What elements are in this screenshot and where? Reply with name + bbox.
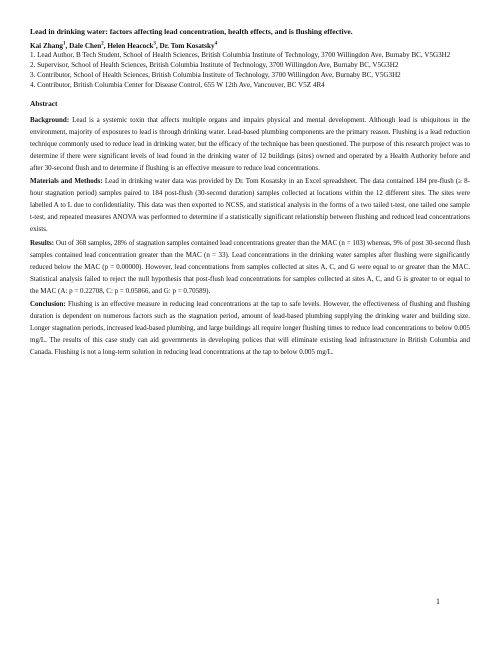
affiliation-4: 4. Contributor, British Columbia Center for Disease Control, 655 W 12th Ave, Vancouver, BC V5Z 4R4 [30,80,325,89]
author: Dr. Tom Kosatsky$^4$ [159,42,218,51]
section-label: Materials and Methods: [30,177,103,186]
author-mark: 1 [62,42,66,47]
section-text: Flushing is an effective measure in reducing lead concentrations at the tap to safe levels. However, the effectiveness of flushing and flushing duration is dependent on numerous factors such as the stagnation period, amount of lead-based plumbing supplying the drinking water and building size. Longer stagnation periods, increased lead-based plumbing, and large buildings all require longer flushing times to reduce lead concentrations to below 0.005 mg/L. The results of this case study can aid governments in developing polices that will eliminate existing lead infrastructure in British Columbia and Canada. Flushing is not a long-term solution in reducing lead concentrations at the tap to below 0.005 mg/L. [30,299,470,357]
section-text: Lead is a systemic toxin that affects multiple organs and impairs physical and mental development. Although lead is ubiquitous in the environment, majority of exposures to lead is through drinking water. Lead-based plumbing components are the primary reason. Flushing is a lead reduction technique commonly used to reduce lead in drinking water, but the efficacy of the technique has been questioned. The purpose of this research project was to determine if there were significant levels of lead found in the drinking water of 12 buildings (sites) owned and operated by a Health Authority before and after 30-second flush and to determine if flushing is an effective measure to reduce lead concentrations. [30,115,470,172]
abstract-conclusion [30,298,470,358]
paper-title: Lead in drinking water: factors affecting lead concentration, health effects, and is flushing effective. [30,27,353,36]
author-mark: 2 [101,42,104,47]
abstract-results [30,237,470,297]
abstract-heading: Abstract [30,98,58,108]
author: Kai Zhang$^1$, [30,42,70,51]
author-list [30,40,470,51]
affiliation-1: 1. Lead Author, B Tech Student, School of Health Sciences, British Columbia Institute of Technology, 3700 Willingdon Ave, Burnaby BC, V5G3H2 [30,51,451,60]
section-text: Out of 368 samples, 28% of stagnation samples contained lead concentrations greater than the MAC (n = 103) whereas, 9% of post 30-second flush samples contained lead concentration greater than the MAC (n = 33). Lead concentrations in the drinking water samples after flushing were significantly reduced below the MAC (p = 0.00000). However, lead concentrations from samples collected at sites A, C, and G were equal to or greater than the MAC. Statistical analysis failed to reject the null hypothesis that post-flush lead concentrations for samples collected at sites A, C, and G is greater to or equal to the MAC (A: p = 0.22708, C: p = 0.05866, and G: p = 0.70589). [30,238,470,295]
document-page [30,27,470,359]
section-label: Conclusion: [30,299,66,308]
author: Helen Heacock$^3$, [107,42,160,51]
affiliation-3: 3. Contributor, School of Health Sciences, British Columbia Institute of Technology, 3700 Willingdon Ave, Burnaby BC, V5G3H2 [30,70,401,79]
page-number: 1 [436,597,440,606]
author: Dale Chen$^2$, [69,42,108,51]
abstract-methods [30,175,470,235]
section-text: Lead in drinking water data was provided by Dr. Tom Kosatsky in an Excel spreadsheet. The data contained 184 pre-flush (≥ 8-hour stagnation period) samples paired to 184 post-flush (30-second duration) samples collected at locations within the 12 different sites. The sites were labelled A to L due to confidentiality. This data was then exported to NCSS, and statistical analysis in the forms of a two tailed t-test, one tailed one sample t-test, and repeated measures ANOVA was performed to determine if a statistically significant relationship between flushing and reduced lead concentrations exists. [30,177,470,234]
author-mark: 3 [153,42,156,47]
abstract-background [30,114,470,174]
affiliation-2: 2. Supervisor, School of Health Sciences, British Columbia Institute of Technology, 3700 Willingdon Ave, Burnaby BC, V5G3H2 [30,61,399,70]
author-mark: 4 [214,42,218,47]
section-label: Results: [30,238,55,247]
section-label: Background: [30,115,70,124]
